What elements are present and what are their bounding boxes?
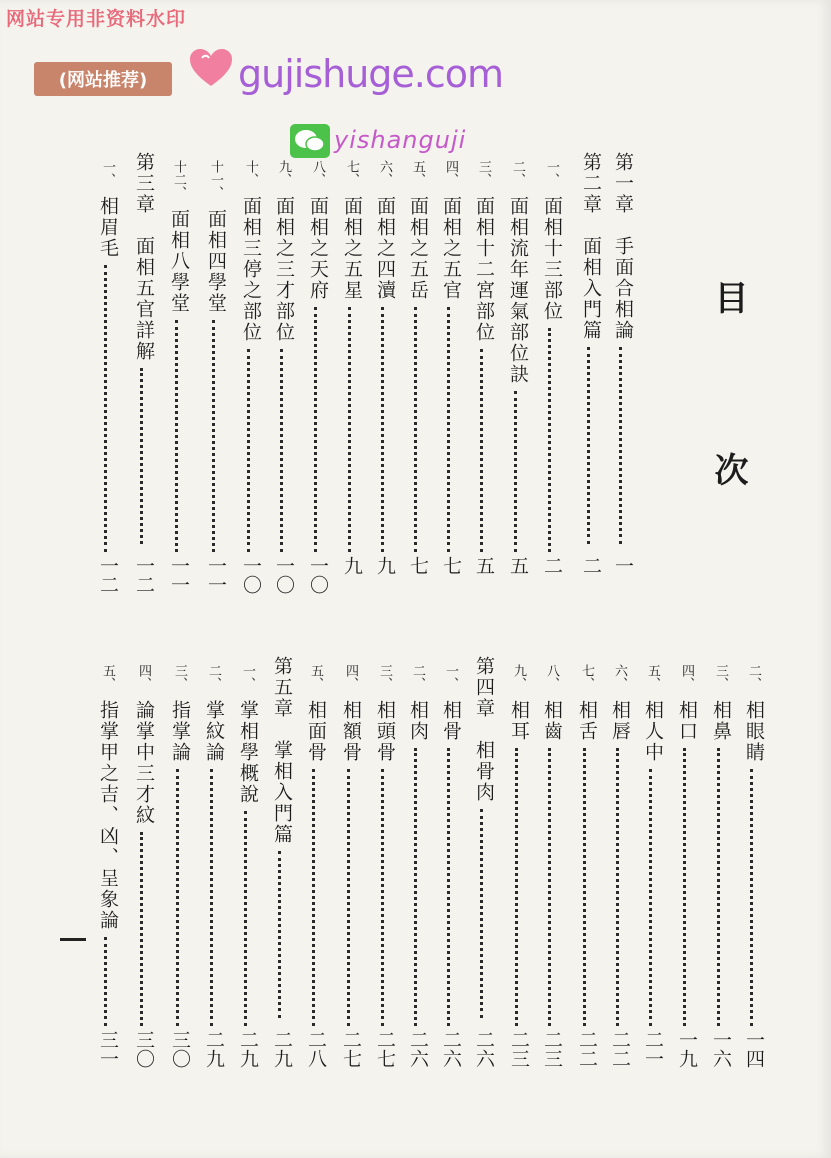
toc-leader-dots: [548, 328, 555, 552]
toc-leader-dots: [583, 748, 590, 1026]
toc-leader-dots: [514, 391, 521, 552]
toc-page-number: 一四: [743, 1030, 765, 1068]
toc-entry-title: 面相之五官: [440, 196, 462, 301]
toc-leader-dots: [480, 809, 487, 1018]
toc-entry-number: 四、: [343, 664, 358, 690]
toc-leader-dots: [381, 769, 388, 1026]
toc-entry-number: 三、: [377, 664, 392, 690]
toc-leader-dots: [649, 769, 656, 1026]
wechat-icon: [290, 124, 330, 158]
site-recommend-badge[interactable]: (网站推荐): [34, 62, 172, 96]
toc-entry-number: 七、: [579, 664, 594, 690]
toc-page-number: 二六: [407, 1030, 429, 1068]
toc-entry-title: 面相流年運氣部位訣: [507, 196, 529, 385]
toc-leader-dots: [447, 307, 454, 552]
heart-icon: [188, 48, 234, 88]
toc-entry-number: 九、: [511, 664, 526, 690]
toc-entry[interactable]: [441, 160, 460, 556]
toc-entry[interactable]: [274, 160, 293, 556]
toc-entry-number: 三、: [172, 664, 187, 690]
toc-entry[interactable]: [375, 664, 394, 1030]
toc-entry[interactable]: [509, 664, 528, 1030]
toc-entry-number: 一、: [443, 664, 458, 690]
toc-entry-title: 相面骨: [305, 700, 327, 763]
toc-leader-dots: [616, 748, 623, 1026]
toc-entry[interactable]: [206, 160, 225, 556]
toc-entry[interactable]: [610, 664, 629, 1030]
toc-page-number: 二八: [305, 1030, 327, 1068]
toc-page-number: 二三: [541, 1030, 563, 1068]
toc-entry-title: 掌紋論: [203, 700, 225, 763]
toc-page-number: 二七: [340, 1030, 362, 1068]
toc-chapter-title: 第五章 掌相入門篇: [271, 656, 293, 845]
toc-leader-dots: [347, 769, 354, 1026]
toc-entry-number: 九、: [276, 160, 291, 186]
toc-entry[interactable]: [169, 160, 188, 556]
toc-entry[interactable]: [581, 152, 600, 548]
toc-entry-number: 二、: [746, 664, 761, 690]
toc-leader-dots: [414, 307, 421, 552]
toc-entry-number: 四、: [443, 160, 458, 186]
toc-entry-title: 面相四學堂: [205, 209, 227, 314]
toc-page-number: 二二: [576, 1030, 598, 1068]
toc-leader-dots: [247, 349, 254, 552]
toc-page-number: 一一: [168, 556, 190, 594]
toc-title-char-1: 目: [708, 280, 748, 314]
toc-page-number: 二二: [609, 1030, 631, 1068]
toc-entry-number: 二、: [206, 664, 221, 690]
toc-chapter-title: 第二章 面相入門篇: [580, 152, 602, 341]
toc-entry-number: 八、: [310, 160, 325, 186]
toc-entry-number: 五、: [645, 664, 660, 690]
toc-page-number: 三〇: [133, 1030, 155, 1068]
toc-leader-dots: [312, 769, 319, 1026]
toc-entry-number: 三、: [713, 664, 728, 690]
toc-leader-dots: [176, 769, 183, 1026]
toc-entry[interactable]: [408, 160, 427, 556]
toc-entry-title: 面相之三才部位: [273, 196, 295, 343]
toc-leader-dots: [244, 811, 251, 1026]
toc-page-number: 一九: [676, 1030, 698, 1068]
toc-entry[interactable]: [542, 664, 561, 1030]
toc-leader-dots: [587, 347, 594, 544]
toc-entry[interactable]: [613, 152, 632, 548]
toc-leader-dots: [750, 769, 757, 1026]
toc-entry-number: 六、: [612, 664, 627, 690]
toc-leader-dots: [104, 937, 111, 1026]
toc-entry[interactable]: [170, 664, 189, 1030]
toc-entry-number: 一、: [544, 160, 559, 186]
toc-page-number: 五: [473, 556, 495, 575]
toc-entry-number: 三、: [476, 160, 491, 186]
toc-entry[interactable]: [306, 664, 325, 1030]
toc-entry-title: 相頭骨: [374, 700, 396, 763]
toc-entry-number: 十、: [243, 160, 258, 186]
toc-page-number: 二六: [440, 1030, 462, 1068]
toc-page-number: 二: [541, 556, 563, 575]
toc-entry[interactable]: [408, 664, 427, 1030]
toc-entry[interactable]: [542, 160, 561, 556]
toc-entry[interactable]: [677, 664, 696, 1030]
toc-entry[interactable]: [204, 664, 223, 1030]
toc-leader-dots: [210, 769, 217, 1026]
toc-entry-number: 一、: [100, 160, 115, 186]
toc-entry[interactable]: [577, 664, 596, 1030]
toc-entry-title: 面相八學堂: [168, 209, 190, 314]
toc-leader-dots: [140, 368, 147, 544]
toc-leader-dots: [212, 320, 219, 552]
toc-chapter-title: 第一章 手面合相論: [612, 152, 634, 341]
toc-entry-title: 相眼睛: [743, 700, 765, 763]
toc-entry-title: 指掌論: [169, 700, 191, 763]
toc-entry-title: 掌相學概說: [237, 700, 259, 805]
watermark-site-link[interactable]: gujishuge.com: [238, 52, 504, 96]
toc-title-char-2: 次: [708, 452, 748, 486]
toc-entry-title: 相鼻: [710, 700, 732, 742]
toc-entry-title: 相人中: [642, 700, 664, 763]
toc-entry-title: 相口: [676, 700, 698, 742]
toc-entry[interactable]: [744, 664, 763, 1030]
toc-page-number: 一〇: [273, 556, 295, 594]
toc-leader-dots: [175, 320, 182, 552]
toc-entry-title: 相舌: [576, 700, 598, 742]
toc-entry[interactable]: [134, 664, 153, 1030]
toc-leader-dots: [515, 748, 522, 1026]
toc-entry-title: 面相之四瀆: [374, 196, 396, 301]
toc-page-number: 一一: [205, 556, 227, 594]
toc-page-number: 一〇: [307, 556, 329, 594]
toc-entry[interactable]: [241, 160, 260, 556]
toc-entry[interactable]: [98, 160, 117, 556]
toc-entry-number: 一、: [240, 664, 255, 690]
toc-entry-title: 相唇: [609, 700, 631, 742]
toc-entry-title: 相眉毛: [97, 196, 119, 259]
toc-page-number: 七: [407, 556, 429, 575]
toc-entry-title: 面相三停之部位: [240, 196, 262, 343]
toc-page-number: 九: [341, 556, 363, 575]
toc-leader-dots: [348, 307, 355, 552]
toc-entry[interactable]: [134, 152, 153, 548]
toc-entry[interactable]: [375, 160, 394, 556]
toc-entry-number: 七、: [344, 160, 359, 186]
toc-entry-number: 六、: [377, 160, 392, 186]
toc-entry-number: 十二、: [171, 160, 186, 199]
page-folio-mark: [60, 938, 86, 941]
toc-entry-number: 五、: [410, 160, 425, 186]
toc-leader-dots: [480, 349, 487, 552]
toc-leader-dots: [140, 832, 147, 1026]
toc-entry[interactable]: [341, 664, 360, 1030]
toc-entry-title: 面相之五岳: [407, 196, 429, 301]
toc-page-number: 三〇: [169, 1030, 191, 1068]
toc-page-number: 一二: [97, 556, 119, 594]
toc-entry-number: 十一、: [208, 160, 223, 199]
toc-entry-title: 相骨: [440, 700, 462, 742]
toc-entry-number: 八、: [544, 664, 559, 690]
toc-entry[interactable]: [272, 656, 291, 1022]
toc-entry-title: 面相十三部位: [541, 196, 563, 322]
toc-entry[interactable]: [474, 656, 493, 1022]
toc-entry[interactable]: [441, 664, 460, 1030]
toc-entry-title: 指掌甲之吉、凶、呈象論: [97, 700, 119, 931]
toc-page-number: 二: [580, 556, 602, 575]
toc-page-number: 一〇: [240, 556, 262, 594]
toc-entry-title: 相額骨: [340, 700, 362, 763]
toc-leader-dots: [314, 307, 321, 552]
toc-leader-dots: [619, 347, 626, 544]
toc-page-number: 二九: [271, 1030, 293, 1068]
toc-chapter-title: 第三章 面相五官詳解: [133, 152, 155, 362]
toc-entry-title: 論掌中三才紋: [133, 700, 155, 826]
toc-page-number: 二六: [473, 1030, 495, 1068]
toc-entry-title: 面相十二宮部位: [473, 196, 495, 343]
toc-leader-dots: [278, 851, 285, 1018]
toc-entry-number: 五、: [308, 664, 323, 690]
toc-entry-title: 面相之天府: [307, 196, 329, 301]
toc-chapter-title: 第四章 相骨肉: [473, 656, 495, 803]
toc-page-number: 二九: [203, 1030, 225, 1068]
toc-leader-dots: [717, 748, 724, 1026]
toc-entry[interactable]: [643, 664, 662, 1030]
toc-entry[interactable]: [711, 664, 730, 1030]
toc-entry-title: 面相之五星: [341, 196, 363, 301]
toc-entry-number: 四、: [136, 664, 151, 690]
toc-leader-dots: [548, 748, 555, 1026]
toc-entry[interactable]: [474, 160, 493, 556]
toc-page-number: 二九: [237, 1030, 259, 1068]
toc-leader-dots: [280, 349, 287, 552]
toc-entry-number: 五、: [100, 664, 115, 690]
toc-entry[interactable]: [508, 160, 527, 556]
toc-leader-dots: [414, 748, 421, 1026]
toc-leader-dots: [683, 748, 690, 1026]
toc-page-number: 一二: [133, 556, 155, 594]
toc-entry-title: 相肉: [407, 700, 429, 742]
toc-leader-dots: [104, 265, 111, 552]
toc-page-number: 二三: [508, 1030, 530, 1068]
toc-page-number: 二七: [374, 1030, 396, 1068]
toc-entry-number: 四、: [679, 664, 694, 690]
toc-entry-number: 二、: [410, 664, 425, 690]
toc-entry[interactable]: [98, 664, 117, 1030]
toc-page-number: 二一: [642, 1030, 664, 1068]
watermark-top-text: 网站专用非资料水印: [6, 8, 187, 30]
toc-entry[interactable]: [342, 160, 361, 556]
toc-page-number: 一: [612, 556, 634, 575]
toc-leader-dots: [447, 748, 454, 1026]
toc-entry[interactable]: [308, 160, 327, 556]
toc-page-number: 九: [374, 556, 396, 575]
toc-entry-number: 二、: [510, 160, 525, 186]
toc-entry-title: 相耳: [508, 700, 530, 742]
watermark-site2-text: yishanguji: [334, 126, 467, 154]
toc-page-number: 一六: [710, 1030, 732, 1068]
toc-page-number: 七: [440, 556, 462, 575]
toc-entry[interactable]: [238, 664, 257, 1030]
toc-page-number: 五: [507, 556, 529, 575]
toc-page-number: 三一: [97, 1030, 119, 1068]
toc-entry-title: 相齒: [541, 700, 563, 742]
toc-leader-dots: [381, 307, 388, 552]
